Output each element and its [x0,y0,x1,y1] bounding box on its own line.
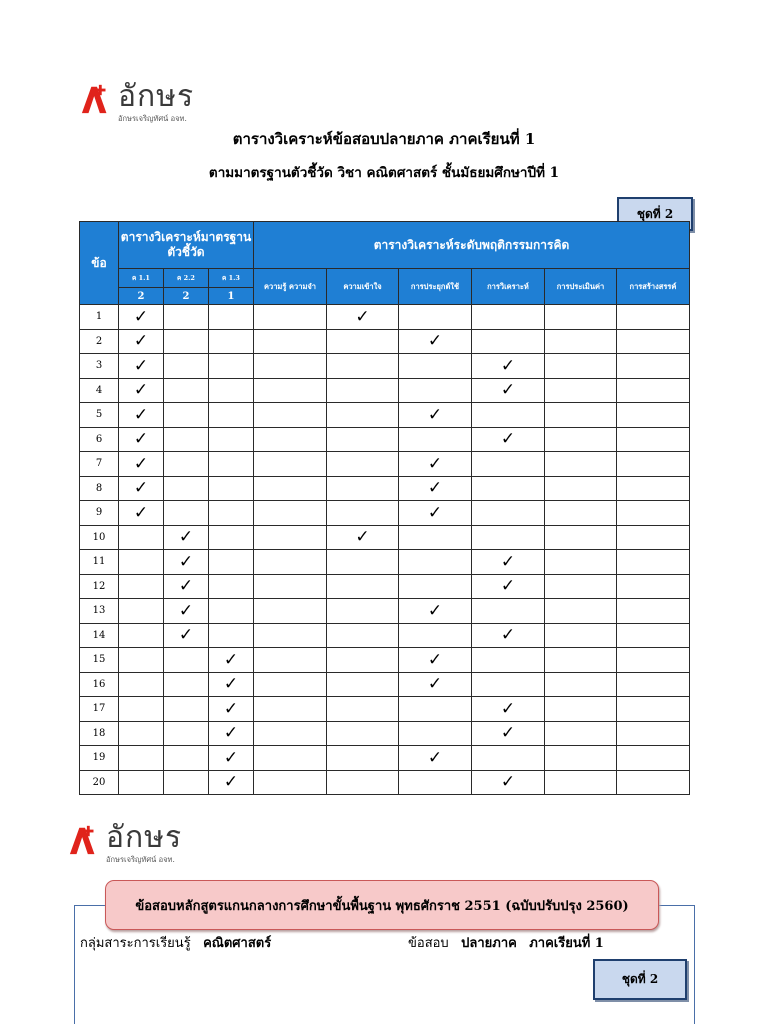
standard-cell [209,427,254,452]
item-number: 5 [80,403,119,428]
frame-line-right [694,905,695,1024]
level-cell [617,378,690,403]
check-mark-icon: ✓ [472,378,545,403]
level-cell [617,672,690,697]
table-row [80,574,690,599]
standard-cell [119,648,164,673]
check-mark-icon: ✓ [209,672,254,697]
brand-mark-icon [80,82,114,116]
standard-cell [119,672,164,697]
table-row [80,525,690,550]
exam-term: ภาคเรียนที่ 1 [529,936,604,951]
subject-name: คณิตศาสตร์ [203,936,272,951]
level-cell [254,721,327,746]
check-mark-icon: ✓ [164,574,209,599]
level-cell [545,574,617,599]
standard-cell [209,476,254,501]
level-header: การประเมินค่า [545,269,617,305]
table-row [80,746,690,771]
level-cell [254,648,327,673]
level-cell [617,550,690,575]
item-number: 20 [80,770,119,795]
check-mark-icon: ✓ [472,721,545,746]
table-row [80,697,690,722]
table-row [80,354,690,379]
table-row [80,452,690,477]
table-row [80,599,690,624]
level-cell [327,770,399,795]
level-cell [545,427,617,452]
check-mark-icon: ✓ [472,354,545,379]
check-mark-icon: ✓ [164,623,209,648]
level-cell [472,746,545,771]
level-header: ความรู้ ความจำ [254,269,327,305]
table-row [80,770,690,795]
check-mark-icon: ✓ [209,746,254,771]
level-cell [545,476,617,501]
check-mark-icon: ✓ [472,770,545,795]
check-mark-icon: ✓ [399,403,472,428]
level-cell [327,550,399,575]
check-mark-icon: ✓ [472,427,545,452]
level-cell [472,501,545,526]
level-cell [617,721,690,746]
item-number: 13 [80,599,119,624]
level-cell [399,574,472,599]
level-cell [399,525,472,550]
level-cell [254,770,327,795]
curriculum-banner [105,880,659,930]
level-cell [472,452,545,477]
item-number: 16 [80,672,119,697]
standard-cell [164,329,209,354]
check-mark-icon: ✓ [399,329,472,354]
col-item-header: ข้อ [80,222,119,305]
level-header: การประยุกต์ใช้ [399,269,472,305]
standard-cell [119,599,164,624]
item-number: 9 [80,501,119,526]
level-cell [545,305,617,330]
level-cell [399,378,472,403]
item-number: 10 [80,525,119,550]
level-cell [254,476,327,501]
standard-cell [209,305,254,330]
item-number: 11 [80,550,119,575]
item-number: 14 [80,623,119,648]
level-cell [472,305,545,330]
table-body [80,305,690,795]
standard-cell [209,329,254,354]
check-mark-icon: ✓ [119,427,164,452]
level-header: การสร้างสรรค์ [617,269,690,305]
frame-line-left-top [74,905,106,906]
check-mark-icon: ✓ [164,525,209,550]
check-mark-icon: ✓ [327,525,399,550]
level-cell [545,329,617,354]
level-cell [545,770,617,795]
brand-tagline: อักษรเจริญทัศน์ อจท. [106,855,175,864]
standard-cell [164,403,209,428]
level-cell [472,476,545,501]
standard-cell [164,697,209,722]
standard-cell [119,550,164,575]
standard-cell [164,452,209,477]
level-cell [545,525,617,550]
level-cell [254,599,327,624]
set-number-badge-footer [593,959,687,1000]
level-cell [254,525,327,550]
level-cell [327,427,399,452]
level-cell [545,378,617,403]
level-cell [254,623,327,648]
level-cell [617,427,690,452]
brand-name: อักษร [106,820,183,855]
brand-logo [80,79,195,125]
check-mark-icon: ✓ [119,305,164,330]
level-cell [327,746,399,771]
standard-cell [164,501,209,526]
check-mark-icon: ✓ [399,672,472,697]
subject-line [80,932,271,953]
standard-cell [119,574,164,599]
check-mark-icon: ✓ [327,305,399,330]
level-cell [617,525,690,550]
level-cell [617,354,690,379]
level-cell [327,672,399,697]
level-cell [545,672,617,697]
exam-line [408,932,604,953]
level-cell [472,672,545,697]
item-number: 15 [80,648,119,673]
level-cell [399,721,472,746]
level-cell [399,550,472,575]
item-number: 4 [80,378,119,403]
standard-header: ค 2.2 [164,269,209,288]
brand-mark-icon [68,823,102,857]
standard-cell [209,574,254,599]
check-mark-icon: ✓ [119,329,164,354]
standard-cell [209,599,254,624]
level-cell [327,623,399,648]
table-row [80,550,690,575]
level-cell [617,501,690,526]
level-cell [327,329,399,354]
level-cell [254,697,327,722]
level-cell [399,623,472,648]
standard-count: 2 [119,288,164,305]
page-subtitle: ตามมาตรฐานตัวชี้วัด วิชา คณิตศาสตร์ ชั้นมัธยมศึกษาปีที่ 1 [208,165,560,181]
level-cell [327,403,399,428]
level-cell [254,378,327,403]
analysis-table [79,221,690,795]
standard-header: ค 1.3 [209,269,254,288]
check-mark-icon: ✓ [119,354,164,379]
standard-cell [164,354,209,379]
standard-cell [119,746,164,771]
level-cell [617,697,690,722]
check-mark-icon: ✓ [399,599,472,624]
level-cell [327,452,399,477]
table-row [80,378,690,403]
item-number: 7 [80,452,119,477]
check-mark-icon: ✓ [119,378,164,403]
table-row [80,501,690,526]
level-cell [617,746,690,771]
level-cell [472,403,545,428]
level-cell [617,476,690,501]
level-cell [545,403,617,428]
check-mark-icon: ✓ [472,550,545,575]
standard-cell [164,427,209,452]
check-mark-icon: ✓ [209,770,254,795]
level-cell [327,648,399,673]
level-cell [327,501,399,526]
level-cell [399,305,472,330]
level-cell [254,354,327,379]
standard-cell [209,403,254,428]
level-cell [327,599,399,624]
standard-cell [164,770,209,795]
standard-cell [119,525,164,550]
item-number: 19 [80,746,119,771]
standard-cell [164,672,209,697]
standard-cell [119,770,164,795]
check-mark-icon: ✓ [119,452,164,477]
table-row [80,476,690,501]
level-cell [327,574,399,599]
level-cell [617,770,690,795]
frame-line-right-top [657,905,695,906]
level-cell [254,672,327,697]
standard-cell [209,354,254,379]
level-cell [254,550,327,575]
level-cell [545,354,617,379]
level-cell [545,452,617,477]
check-mark-icon: ✓ [399,501,472,526]
standard-cell [164,721,209,746]
table-row [80,623,690,648]
standard-header: ค 1.1 [119,269,164,288]
standard-cell [209,501,254,526]
level-cell [545,550,617,575]
level-cell [617,452,690,477]
item-number: 12 [80,574,119,599]
check-mark-icon: ✓ [119,501,164,526]
level-cell [545,746,617,771]
level-cell [617,403,690,428]
level-cell [254,574,327,599]
table-row [80,305,690,330]
standard-cell [209,550,254,575]
level-cell [617,329,690,354]
item-number: 3 [80,354,119,379]
check-mark-icon: ✓ [472,574,545,599]
page-title: ตารางวิเคราะห์ข้อสอบปลายภาค ภาคเรียนที่ 1 [232,130,536,148]
standard-cell [209,525,254,550]
item-number: 6 [80,427,119,452]
level-cell [472,599,545,624]
standard-cell [209,378,254,403]
level-cell [399,697,472,722]
check-mark-icon: ✓ [399,648,472,673]
level-cell [254,403,327,428]
frame-line-left [74,905,75,1024]
standards-group-header: ตารางวิเคราะห์มาตรฐานตัวชี้วัด [119,222,254,269]
check-mark-icon: ✓ [472,697,545,722]
level-cell [254,305,327,330]
check-mark-icon: ✓ [472,623,545,648]
standard-count: 2 [164,288,209,305]
table-row [80,721,690,746]
check-mark-icon: ✓ [164,599,209,624]
check-mark-icon: ✓ [209,648,254,673]
level-cell [254,746,327,771]
level-cell [472,329,545,354]
level-cell [327,721,399,746]
level-cell [327,354,399,379]
set-number-label: ชุดที่ 2 [621,972,659,986]
level-cell [617,623,690,648]
table-row [80,648,690,673]
check-mark-icon: ✓ [399,476,472,501]
item-number: 1 [80,305,119,330]
level-cell [327,697,399,722]
subject-prefix: กลุ่มสาระการเรียนรู้ [80,936,191,951]
table-row [80,672,690,697]
level-cell [399,354,472,379]
level-cell [545,648,617,673]
level-cell [545,623,617,648]
level-header: ความเข้าใจ [327,269,399,305]
standard-cell [164,305,209,330]
brand-tagline: อักษรเจริญทัศน์ อจท. [118,114,187,123]
table-row [80,403,690,428]
brand-name: อักษร [118,79,195,114]
check-mark-icon: ✓ [209,721,254,746]
item-number: 2 [80,329,119,354]
level-cell [545,721,617,746]
level-cell [617,305,690,330]
level-cell [472,525,545,550]
item-number: 17 [80,697,119,722]
behavior-group-header: ตารางวิเคราะห์ระดับพฤติกรรมการคิด [254,222,690,269]
level-cell [617,574,690,599]
standard-cell [119,623,164,648]
check-mark-icon: ✓ [164,550,209,575]
level-header: การวิเคราะห์ [472,269,545,305]
curriculum-banner-text: ข้อสอบหลักสูตรแกนกลางการศึกษาขั้นพื้นฐาน พุทธศักราช 2551 (ฉบับปรับปรุง 2560) [135,898,629,914]
table-row [80,329,690,354]
check-mark-icon: ✓ [119,476,164,501]
set-number-label: ชุดที่ 2 [636,206,674,221]
exam-prefix: ข้อสอบ [408,936,449,951]
standard-cell [164,746,209,771]
standard-cell [119,721,164,746]
standard-cell [164,648,209,673]
check-mark-icon: ✓ [399,452,472,477]
level-cell [327,378,399,403]
standard-cell [164,476,209,501]
standard-cell [119,697,164,722]
level-cell [545,599,617,624]
item-number: 8 [80,476,119,501]
check-mark-icon: ✓ [399,746,472,771]
standard-cell [209,623,254,648]
check-mark-icon: ✓ [119,403,164,428]
level-cell [545,697,617,722]
level-cell [254,427,327,452]
level-cell [327,476,399,501]
level-cell [254,452,327,477]
brand-logo-footer [68,820,183,866]
level-cell [545,501,617,526]
level-cell [254,501,327,526]
exam-name: ปลายภาค [461,936,517,951]
standard-count: 1 [209,288,254,305]
table-row [80,427,690,452]
standard-cell [164,378,209,403]
level-cell [399,770,472,795]
level-cell [617,599,690,624]
level-cell [472,648,545,673]
item-number: 18 [80,721,119,746]
check-mark-icon: ✓ [209,697,254,722]
level-cell [254,329,327,354]
level-cell [617,648,690,673]
standard-cell [209,452,254,477]
level-cell [399,427,472,452]
